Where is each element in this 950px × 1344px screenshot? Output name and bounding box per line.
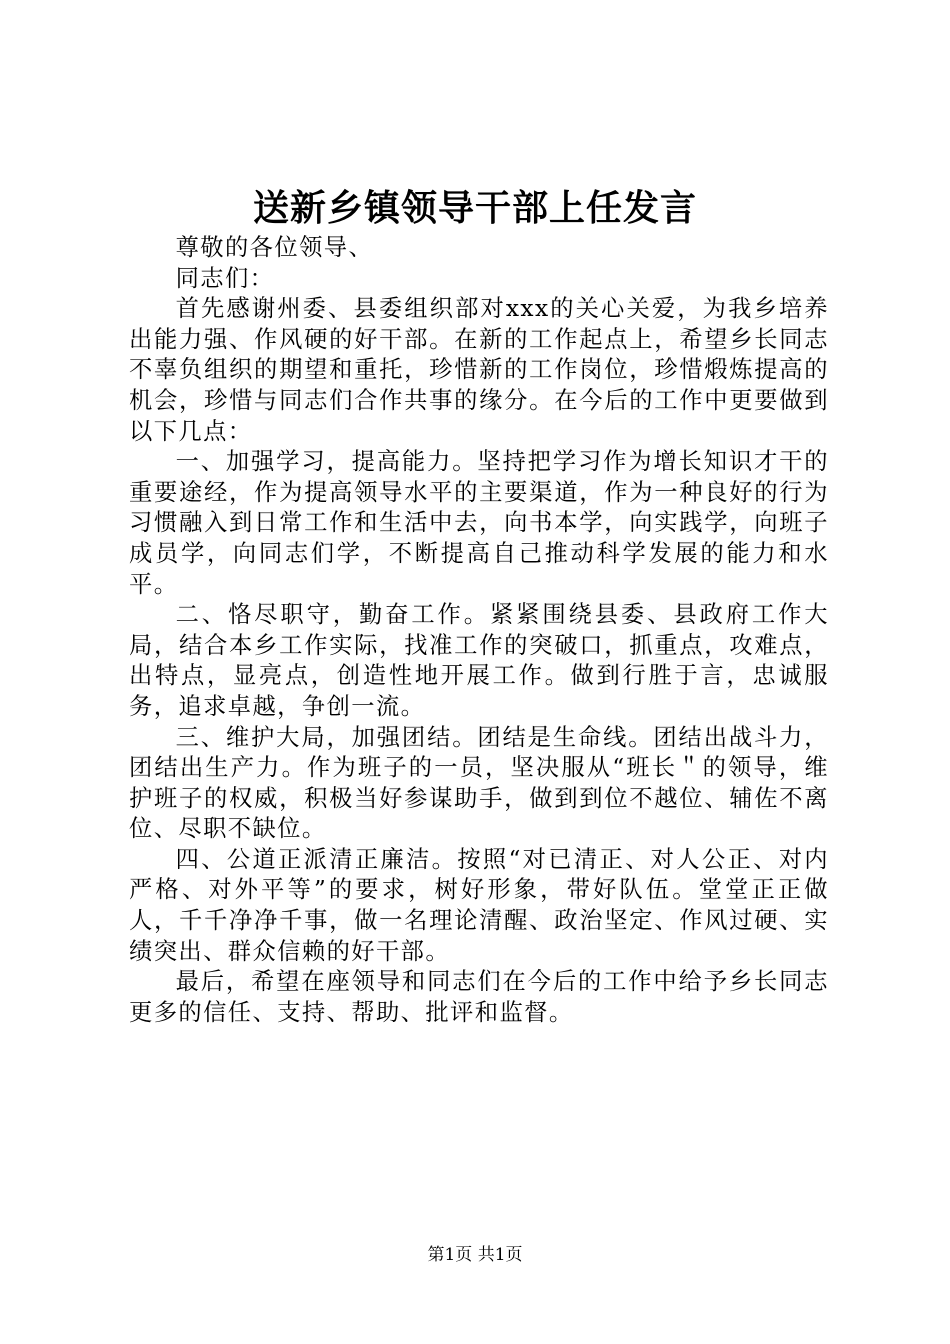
page-number-footer: 第1页 共1页: [427, 1245, 523, 1265]
salutation-line-1: 尊敬的各位领导、: [175, 234, 374, 261]
document-title: 送新乡镇领导干部上任发言: [252, 187, 697, 229]
salutation-line-2: 同志们：: [175, 264, 275, 292]
document-body: [129, 233, 829, 1028]
paragraph-point-4: 四、公道正派清正廉洁。按照“对已清正、对人公正、对内严格、对外平等”的要求，树好形象，带好队伍。堂堂正正做人，千千净净千事，做一名理论清醒、政治坚定、作风过硬、实绩突出、群众信赖的好干部。: [129, 845, 829, 965]
paragraph-point-2: 二、恪尽职守，勤奋工作。紧紧围绕县委、县政府工作大局，结合本乡工作实际，找准工作的突破口，抓重点，攻难点，出特点，显亮点，创造性地开展工作。做到行胜于言，忠诚服务，追求卓越，争创一流。: [129, 601, 829, 720]
paragraph-intro: 首先感谢州委、县委组织部对xxx的关心关爱，为我乡培养出能力强、作风硬的好干部。在新的工作起点上，希望乡长同志不辜负组织的期望和重托，珍惜新的工作岗位，珍惜煅炼提高的机会，珍惜与同志们合作共事的缘分。在今后的工作中更要做到以下几点：: [129, 295, 829, 445]
paragraph-point-3: 三、维护大局，加强团结。团结是生命线。团结出战斗力，团结出生产力。作为班子的一员，坚决服从“班长＂的领导，维护班子的权威，积极当好参谋助手，做到到位不越位、辅佐不离位、尽职不缺位。: [129, 723, 829, 843]
paragraph-point-1: 一、加强学习，提高能力。坚持把学习作为增长知识才干的重要途经，作为提高领导水平的主要渠道，作为一种良好的行为习惯融入到日常工作和生活中去，向书本学，向实践学，向班子成员学，向同志们学，不断提高自己推动科学发展的能力和水平。: [129, 448, 829, 598]
paragraph-closing: 最后，希望在座领导和同志们在今后的工作中给予乡长同志更多的信任、支持、帮助、批评和监督。: [129, 968, 829, 1026]
